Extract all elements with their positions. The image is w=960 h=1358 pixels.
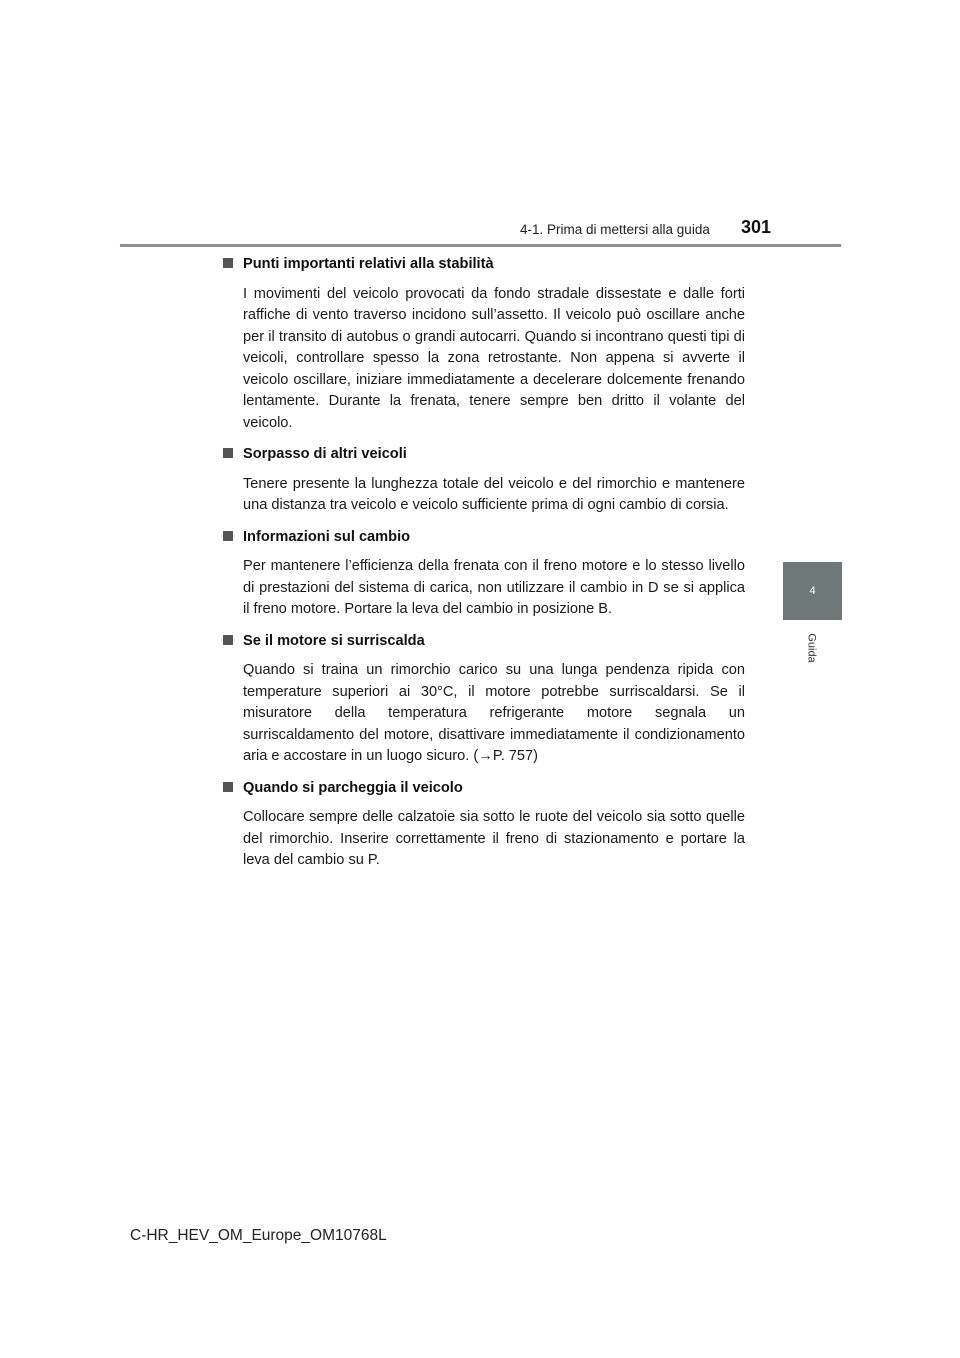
section-parking xyxy=(223,778,745,872)
section-heading-text: Punti importanti relativi alla stabilità xyxy=(243,256,494,272)
document-code: C-HR_HEV_OM_Europe_OM10768L xyxy=(130,1227,387,1244)
square-bullet-icon xyxy=(223,448,233,458)
square-bullet-icon xyxy=(223,782,233,792)
section-heading-text: Sorpasso di altri veicoli xyxy=(243,446,407,462)
chapter-tab xyxy=(783,562,842,620)
section-transmission xyxy=(223,527,745,621)
section-heading xyxy=(223,444,745,466)
page-number: 301 xyxy=(741,217,772,237)
section-body: Quando si traina un rimorchio carico su una lunga pendenza ripida con temperature superiori ai 30°C, il motore potrebbe surriscaldarsi. Se il misuratore della temperatura refrigerante motore segnala un surriscaldamento del motore, disattivare immediatamente il condizionamento aria e accostare in un luogo sicuro. (→P. 757) xyxy=(243,662,745,764)
section-heading xyxy=(223,254,745,276)
square-bullet-icon xyxy=(223,635,233,645)
running-header-section: 4-1. Prima di mettersi alla guida xyxy=(520,222,710,237)
section-heading-text: Quando si parcheggia il veicolo xyxy=(243,779,463,796)
section-heading xyxy=(223,527,745,549)
section-body: I movimenti del veicolo provocati da fondo stradale dissestate e dalle forti raffiche di vento traverso incidono sull’assetto. Il veicolo può oscillare anche per il transito di autobus o grandi autocarri. Quando si incontrano questi tipi di veicoli, controllare spesso la zona retrostante. Non appena si avverte il veicolo oscillare, iniziare immediatamente a decelerare dolcemente frenando lentamente. Durante la frenata, tenere sempre ben dritto il volante del veicolo. xyxy=(243,285,745,431)
section-heading xyxy=(223,631,745,653)
section-body: Tenere presente la lunghezza totale del veicolo e del rimorchio e mantenere una distanza tra veicolo e veicolo sufficiente prima di ogni cambio di corsia. xyxy=(243,475,745,513)
section-body: Per mantenere l’efficienza della frenata con il freno motore e lo stesso livello di prestazioni del sistema di carica, non utilizzare il cambio in D se si applica il freno motore. Portare la leva del cambio in posizione B. xyxy=(243,558,745,617)
chapter-label xyxy=(787,628,837,668)
chapter-number: 4 xyxy=(809,585,816,597)
section-heading xyxy=(223,778,745,800)
section-overheating xyxy=(223,631,745,768)
square-bullet-icon xyxy=(223,258,233,268)
chapter-label-text: Guida xyxy=(805,633,818,663)
section-stability xyxy=(223,254,745,434)
section-heading-text: Informazioni sul cambio xyxy=(243,528,411,545)
page-content xyxy=(223,254,745,882)
section-overtaking xyxy=(223,444,745,517)
section-body: Collocare sempre delle calzatoie sia sotto le ruote del veicolo sia sotto quelle del rimorchio. Inserire correttamente il freno di stazionamento e portare la leva del cambio su P. xyxy=(243,809,745,868)
header-divider xyxy=(120,244,841,247)
square-bullet-icon xyxy=(223,531,233,541)
section-heading-text: Se il motore si surriscalda xyxy=(243,632,425,649)
